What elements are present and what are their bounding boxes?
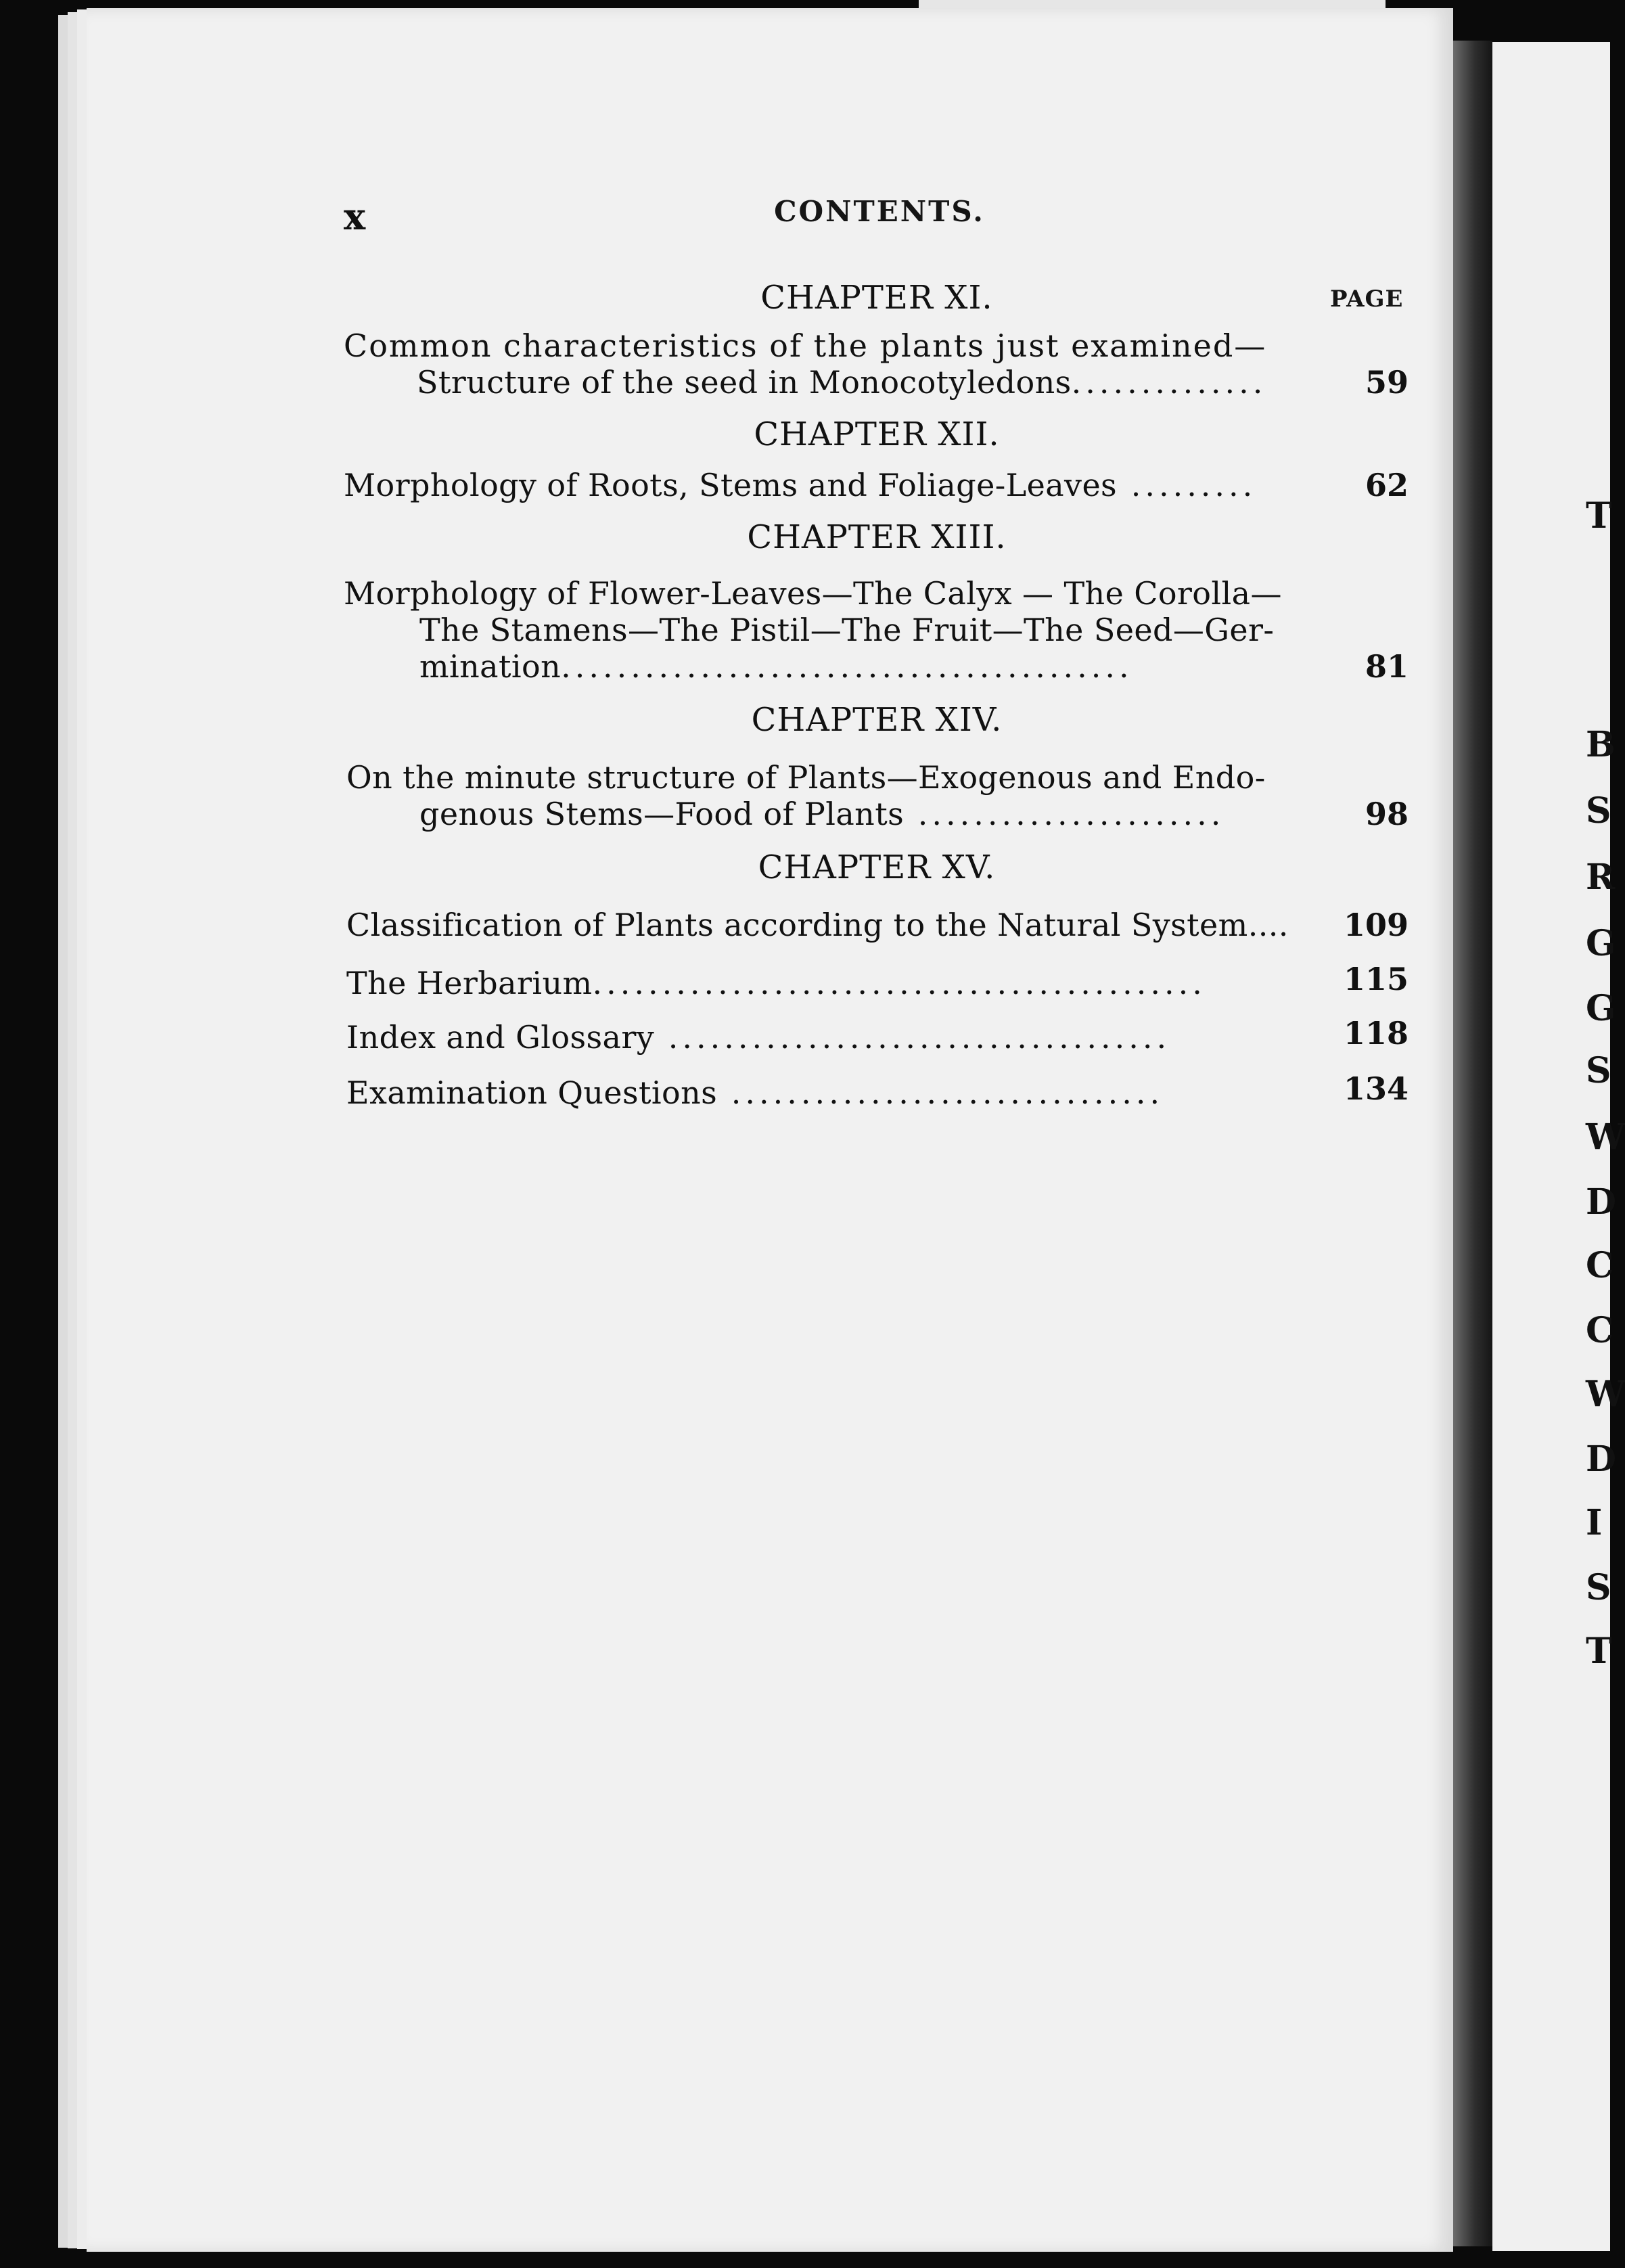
book-gutter [1453, 41, 1492, 2246]
toc-page-number: 134 [1343, 1070, 1409, 1107]
page-column-header: PAGE [1330, 286, 1404, 313]
toc-page-number: 115 [1343, 961, 1409, 997]
facing-letter: W [1586, 1116, 1625, 1158]
facing-letter: G [1586, 988, 1616, 1029]
toc-page-number: 109 [1343, 907, 1409, 943]
facing-letter: D [1586, 1181, 1617, 1223]
facing-letter: G [1586, 923, 1616, 964]
toc-page-number: 62 [1365, 467, 1409, 503]
chapter-heading: CHAPTER XII. [754, 415, 1000, 453]
facing-letter: I [1586, 1502, 1603, 1543]
toc-entry-line: Index and Glossary .................................... [346, 1019, 1171, 1056]
facing-letter: D [1586, 1438, 1617, 1480]
toc-entry-line: Structure of the seed in Monocotyledons.............. [417, 364, 1267, 401]
page-folio: x [344, 195, 366, 238]
chapter-heading: CHAPTER XIV. [751, 701, 1003, 739]
facing-letter: T [1586, 1631, 1612, 1672]
chapter-heading: CHAPTER XI. [760, 279, 993, 317]
toc-entry-line: Morphology of Roots, Stems and Foliage-Leaves ......... [344, 467, 1257, 503]
toc-entry-line: On the minute structure of Plants—Exogenous and Endo- [346, 759, 1266, 796]
facing-letter: S [1586, 790, 1611, 832]
running-head: CONTENTS. [774, 195, 985, 228]
toc-entry-line: genous Stems—Food of Plants ...................... [419, 796, 1225, 832]
toc-entry-line: mination......................................... [419, 648, 1133, 685]
toc-page-number: 81 [1365, 648, 1409, 685]
chapter-heading: CHAPTER XV. [758, 848, 996, 886]
toc-entry-line: Common characteristics of the plants just examined— [344, 327, 1267, 364]
toc-page-number: 98 [1365, 796, 1409, 832]
chapter-heading: CHAPTER XIII. [747, 518, 1007, 556]
toc-entry-line: Morphology of Flower-Leaves—The Calyx — The Corolla— [344, 575, 1282, 612]
facing-letter: W [1586, 1374, 1625, 1415]
toc-entry-line: Classification of Plants according to the Natural System.... [346, 907, 1289, 943]
facing-letter: S [1586, 1567, 1611, 1608]
facing-letter: C [1586, 1310, 1614, 1351]
toc-entry-line: The Stamens—The Pistil—The Fruit—The Seed—Ger- [419, 612, 1275, 648]
toc-entry-line: Examination Questions ............................... [346, 1074, 1164, 1111]
facing-letter: T [1586, 495, 1612, 537]
toc-page-number: 59 [1365, 364, 1409, 401]
facing-letter: B [1586, 724, 1616, 765]
toc-entry-line: The Herbarium............................................ [346, 965, 1206, 1001]
facing-letter: R [1586, 857, 1616, 898]
facing-letter: S [1586, 1050, 1611, 1091]
facing-letter: C [1586, 1245, 1614, 1286]
toc-page-number: 118 [1343, 1015, 1409, 1051]
